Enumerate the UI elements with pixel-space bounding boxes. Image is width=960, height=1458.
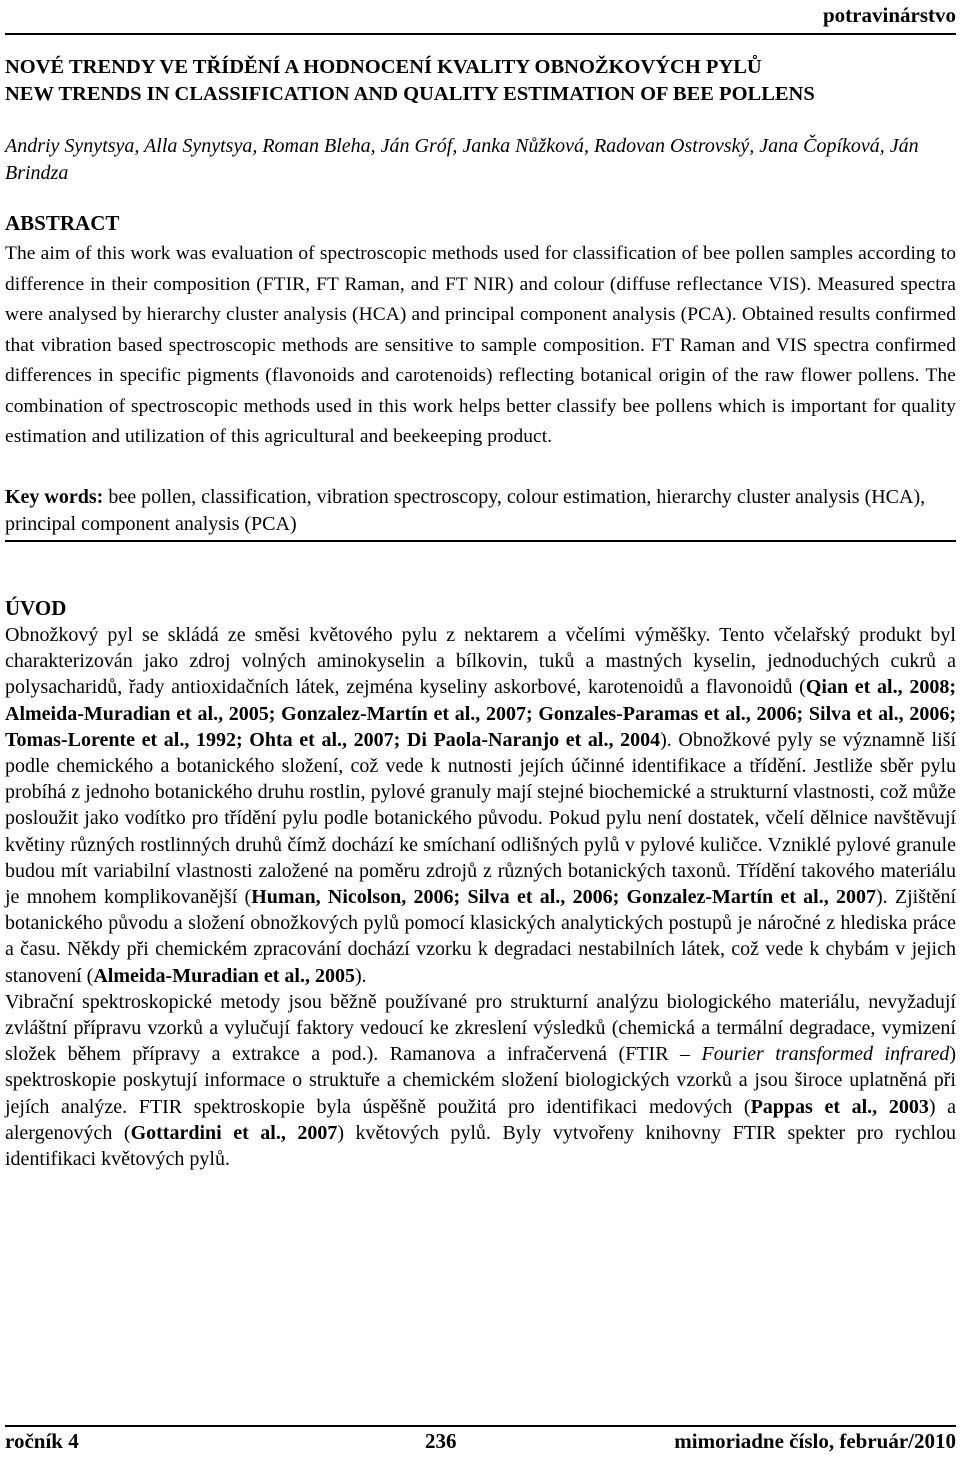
journal-header: potravinárstvo <box>823 3 956 27</box>
intro-heading: ÚVOD <box>5 596 67 620</box>
abstract-rule <box>5 540 956 542</box>
text-run: Vibrační spektroskopické metody jsou běžně používané pro strukturní analýzu biologického materiálu, nevyžadují zvláštní přípravu vzorků a vylučují faktory vedoucí ke zkreslení výsledků (chemická a termální degradace, vymizení složek během přípravy a extrakce a pod.). Ramanova a infračervená (FTIR – <box>5 990 956 1066</box>
italic-term: Fourier transformed infrared <box>701 1043 950 1066</box>
citation: Pappas et al., 2003 <box>750 1095 929 1118</box>
text-run: ) spektroskopie poskytují informace o struktuře a chemickém složení biologických vzorků a jsou široce uplatněná při jejích analýze. FTIR spektroskopie byla úspěšně použitá pro identifikaci medových ( <box>5 1043 956 1118</box>
text-run: ). Zjištění botanického původu a složení obnožkových pylů pomocí klasických analytických postupů je náročné z hlediska práce a času. Někdy při chemickém zpracování dochází vzorku k degradaci nestabilních látek, což vede k chybám v jejich stanovení ( <box>5 886 957 987</box>
title-en: NEW TRENDS IN CLASSIFICATION AND QUALITY ESTIMATION OF BEE POLLENS <box>5 83 815 105</box>
paper-title <box>5 54 815 108</box>
header-rule <box>5 33 956 35</box>
keywords-text: bee pollen, classification, vibration spectroscopy, colour estimation, hierarchy cluster analysis (HCA), principal component analysis (PCA) <box>5 486 926 535</box>
keywords-label: Key words: <box>5 486 104 508</box>
intro-body <box>5 622 956 1172</box>
citation: Qian et al., 2008; Almeida-Muradian et al., 2005; Gonzalez-Martín et al., 2007; Gonzales-Paramas et al., 2006; Silva et al., 2006; Tomas-Lorente et al., 1992; Ohta et al., 2007; Di Paola-Naranjo et al., 2004 <box>5 676 956 751</box>
intro-paragraph-2 <box>5 989 956 1172</box>
citation: Gottardini et al., 2007 <box>130 1121 338 1144</box>
authors: Andriy Synytsya, Alla Synytsya, Roman Bleha, Ján Gróf, Janka Nůžková, Radovan Ostrovský, Jana Čopíková, Ján Brindza <box>5 135 919 184</box>
text-run: Obnožkový pyl se skládá ze směsi květového pylu z nektarem a včelími výměšky. Tento včelařský produkt byl charakterizován jako zdroj volných aminokyselin a bílkovin, tuků a mastných kyselin, jednoduchých cukrů a polysacharidů, řady antioxidačních látek, zejména kyseliny askorbové, karotenoidů a flavonoidů ( <box>5 624 956 699</box>
abstract-heading: ABSTRACT <box>5 211 120 235</box>
text-run: ). Obnožkové pyly se významně liší podle chemického a botanického složení, což vede k nutnosti jejích účinné identifikace a třídění. Jestliže sběr pylu probíhá z jednoho botanického druhu rostlin, pylové granuly mají stejné biochemické a strukturní vlastnosti, což může posloužit jako vodítko pro třídění pylu podle botanického původu. Pokud pylu není dostatek, včelí dělnice navštěvují květiny různých rostlinných druhů čímž dochází ke smíchaní odlišných pylů v pylové kuličce. Vzniklé pylové granule budou mít variabilní vlastnosti založené na poměru zdrojů z různých botanických taxonů. Třídění takového materiálu je mnohem komplikovanější ( <box>5 728 956 909</box>
footer-issue: mimoriadne číslo, február/2010 <box>674 1429 956 1453</box>
intro-paragraph-1 <box>5 622 956 989</box>
text-run: ) květových pylů. Byly vytvořeny knihovny FTIR spekter pro rychlou identifikaci květových pylů. <box>5 1121 957 1171</box>
abstract-text: The aim of this work was evaluation of spectroscopic methods used for classification of bee pollen samples according to difference in their composition (FTIR, FT Raman, and FT NIR) and colour (diffuse reflectance VIS). Measured spectra were analysed by hierarchy cluster analysis (HCA) and principal component analysis (PCA). Obtained results confirmed that vibration based spectroscopic methods are sensitive to sample composition. FT Raman and VIS spectra confirmed differences in specific pigments (flavonoids and carotenoids) reflecting botanical origin of the raw flower pollens. The combination of spectroscopic methods used in this work helps better classify bee pollens which is important for quality estimation and utilization of this agricultural and beekeeping product. <box>5 243 956 447</box>
citation: Almeida-Muradian et al., 2005 <box>93 964 355 987</box>
text-run: ) a alergenových ( <box>5 1095 956 1144</box>
footer-page-number: 236 <box>425 1429 457 1453</box>
citation: Human, Nicolson, 2006; Silva et al., 2006; Gonzalez-Martín et al., 2007 <box>251 886 876 909</box>
title-cz: NOVÉ TRENDY VE TŘÍDĚNÍ A HODNOCENÍ KVALITY OBNOŽKOVÝCH PYLŮ <box>5 56 762 78</box>
text-run: ). <box>354 964 367 987</box>
footer-volume: ročník 4 <box>5 1429 79 1453</box>
keywords <box>5 484 956 538</box>
footer-rule <box>5 1425 956 1427</box>
